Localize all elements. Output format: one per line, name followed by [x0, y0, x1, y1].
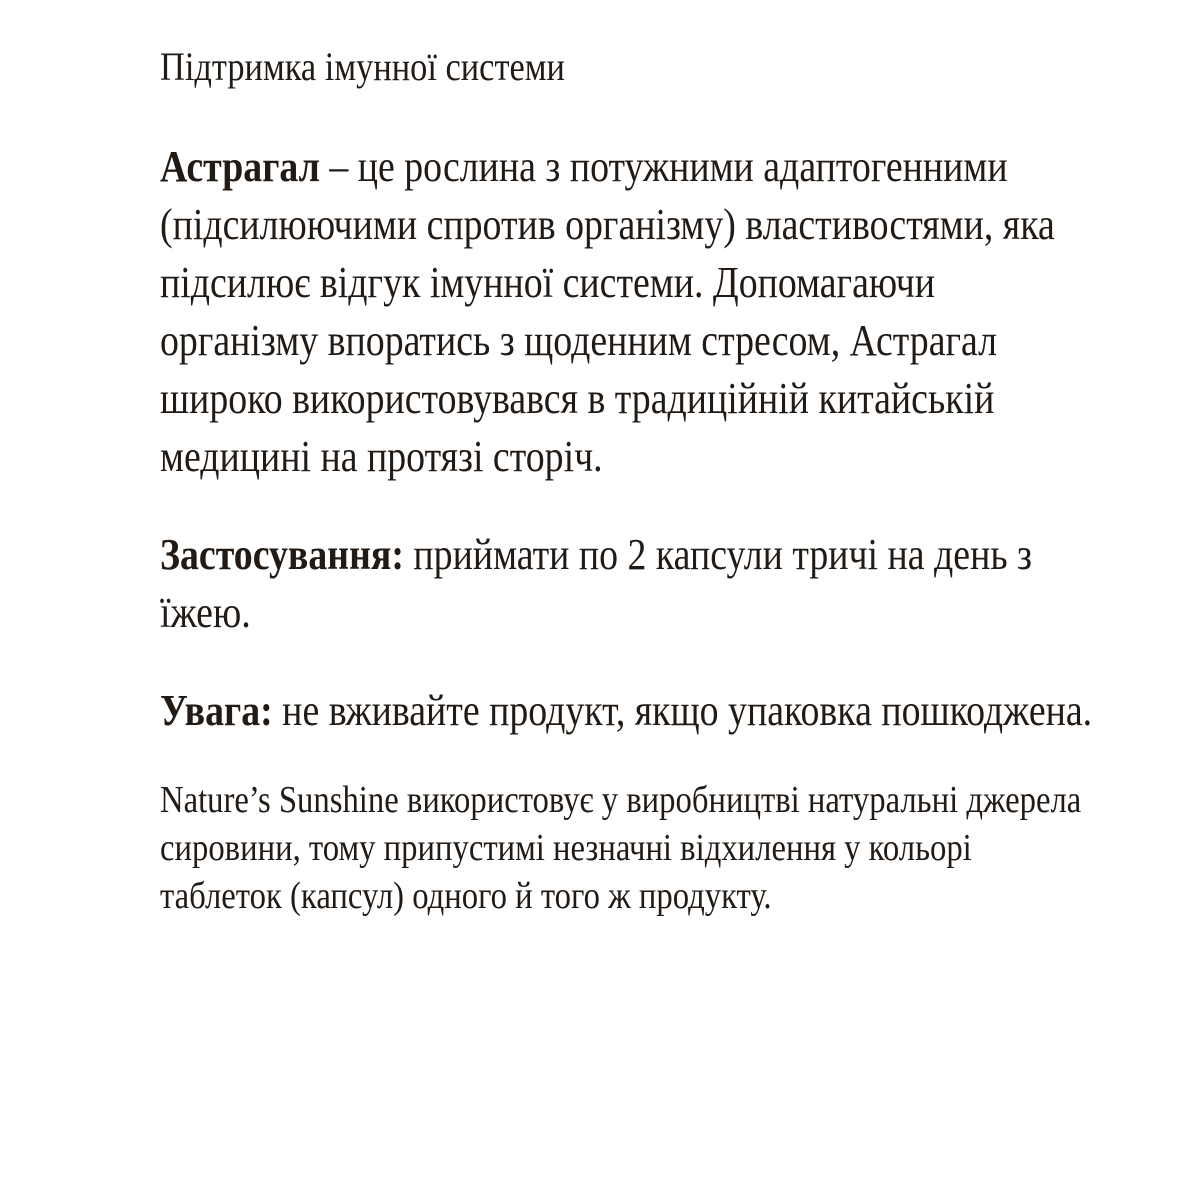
product-subtitle: Підтримка імунної системи [160, 44, 565, 89]
warning-paragraph [160, 682, 1098, 740]
description-paragraph [160, 138, 1098, 486]
usage-label: Застосування: [160, 530, 404, 579]
warning-label: Увага: [160, 686, 273, 735]
usage-paragraph [160, 526, 1098, 642]
description-term: Астрагал [160, 142, 320, 191]
warning-text: не вживайте продукт, якщо упаковка пошкоджена. [272, 686, 1093, 735]
usage-text: приймати по 2 капсули тричі на день з їжею. [160, 530, 1032, 637]
description-text: – це рослина з потужними адаптогенними (підсилюючими спротив організму) властивостями, яка підсилює відгук імунної системи. Допомагаючи організму впоратись з щоденним стресом, Астрагал широко використовувався в традиційній китайській медицині на протязі сторіч. [160, 142, 1055, 481]
text-content [160, 38, 1100, 920]
manufacturer-note: Nature’s Sunshine використовує у виробництві натуральні джерела сировини, тому припустимі незначні відхилення у кольорі таблеток (капсул) одного й того ж продукту. [160, 779, 1082, 917]
